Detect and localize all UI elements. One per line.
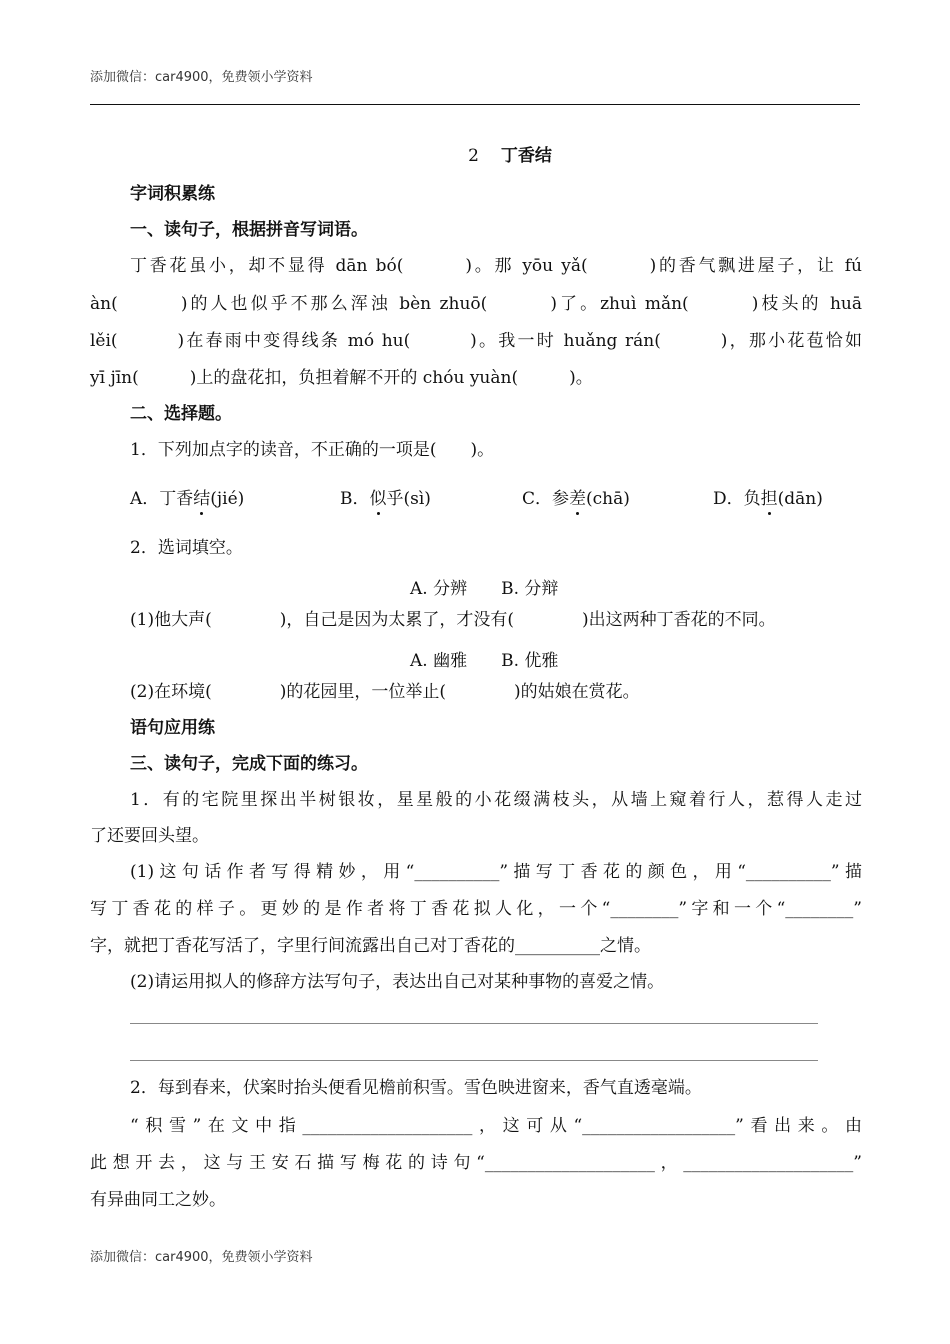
section-sentence: 语句应用练: [130, 718, 215, 738]
q3-passage-1-line-2: 了还要回头望。: [90, 826, 209, 846]
lesson-number: 2: [468, 146, 479, 166]
q2-item1-stem: 1．下列加点字的读音，不正确的一项是( )。: [130, 440, 495, 460]
q2-word-group-2: A. 幽雅 B. 优雅: [410, 651, 559, 671]
q3-sub1-line-2: 写丁香花的样子。更妙的是作者将丁香花拟人化，一个“________”字和一个“________”: [90, 899, 862, 919]
q3-sub2: (2)请运用拟人的修辞方法写句子，表达出自己对某种事物的喜爱之情。: [130, 972, 665, 992]
q2-item2-stem: 2．选词填空。: [130, 538, 243, 558]
answer-line-2[interactable]: [130, 1060, 818, 1061]
q2-heading: 二、选择题。: [130, 404, 232, 424]
lesson-title: 丁香结: [500, 146, 552, 166]
q3-passage-1-line-1: 1．有的宅院里探出半树银妆，星星般的小花缀满枝头，从墙上窥着行人，惹得人走过: [130, 790, 862, 810]
q3-passage-2-line-4: 有异曲同工之妙。: [90, 1190, 226, 1210]
q1-heading: 一、读句子，根据拼音写词语。: [130, 220, 368, 240]
footer-note: 添加微信：car4900，免费领小学资料: [90, 1250, 313, 1265]
q2-option-b: B．似乎(sì): [340, 489, 431, 509]
header-divider: [90, 104, 860, 105]
q2-option-a: A．丁香结(jié): [130, 489, 245, 509]
q1-line-4: yī jīn( )上的盘花扣，负担着解不开的 chóu yuàn( )。: [90, 368, 593, 388]
page-title: [90, 146, 930, 166]
q3-passage-2-line-1: 2．每到春来，伏案时抬头便看见檐前积雪。雪色映进窗来，香气直透毫端。: [130, 1078, 702, 1098]
answer-line-1[interactable]: [130, 1023, 818, 1024]
q3-sub1-line-3: 字，就把丁香花写活了，字里行间流露出自己对丁香花的__________之情。: [90, 936, 651, 956]
q1-line-2: àn( )的人也似乎不那么浑浊 bèn zhuō( )了。zhuì mǎn( )枝头的 huā: [90, 294, 862, 314]
q2-option-d: D．负担(dān): [713, 489, 823, 509]
q1-line-1: 丁香花虽小，却不显得 dān bó( )。那 yōu yǎ( )的香气飘进屋子，让 fú: [130, 256, 862, 276]
q2-option-c: C．参差(chā): [522, 489, 630, 509]
q3-heading: 三、读句子，完成下面的练习。: [130, 754, 368, 774]
q2-word-group-1: A. 分辨 B. 分辩: [410, 579, 559, 599]
q2-sentence-2: (2)在环境( )的花园里，一位举止( )的姑娘在赏花。: [130, 682, 640, 702]
q3-passage-2-line-3: 此想开去，这与王安石描写梅花的诗句“____________________，____________________”: [90, 1153, 862, 1173]
q2-sentence-1: (1)他大声( )，自己是因为太累了，才没有( )出这两种丁香花的不同。: [130, 610, 776, 630]
q3-sub1-line-1: (1)这句话作者写得精妙，用“__________”描写丁香花的颜色，用“__________”描: [130, 862, 862, 882]
q1-line-3: lěi( )在春雨中变得线条 mó hu( )。我一时 huǎng rán( )，那小花苞恰如: [90, 331, 862, 351]
header-note: 添加微信：car4900，免费领小学资料: [90, 70, 313, 85]
q3-passage-2-line-2: “积雪”在文中指____________________，这可从“__________________”看出来。由: [130, 1116, 862, 1136]
section-vocab: 字词积累练: [130, 184, 215, 204]
